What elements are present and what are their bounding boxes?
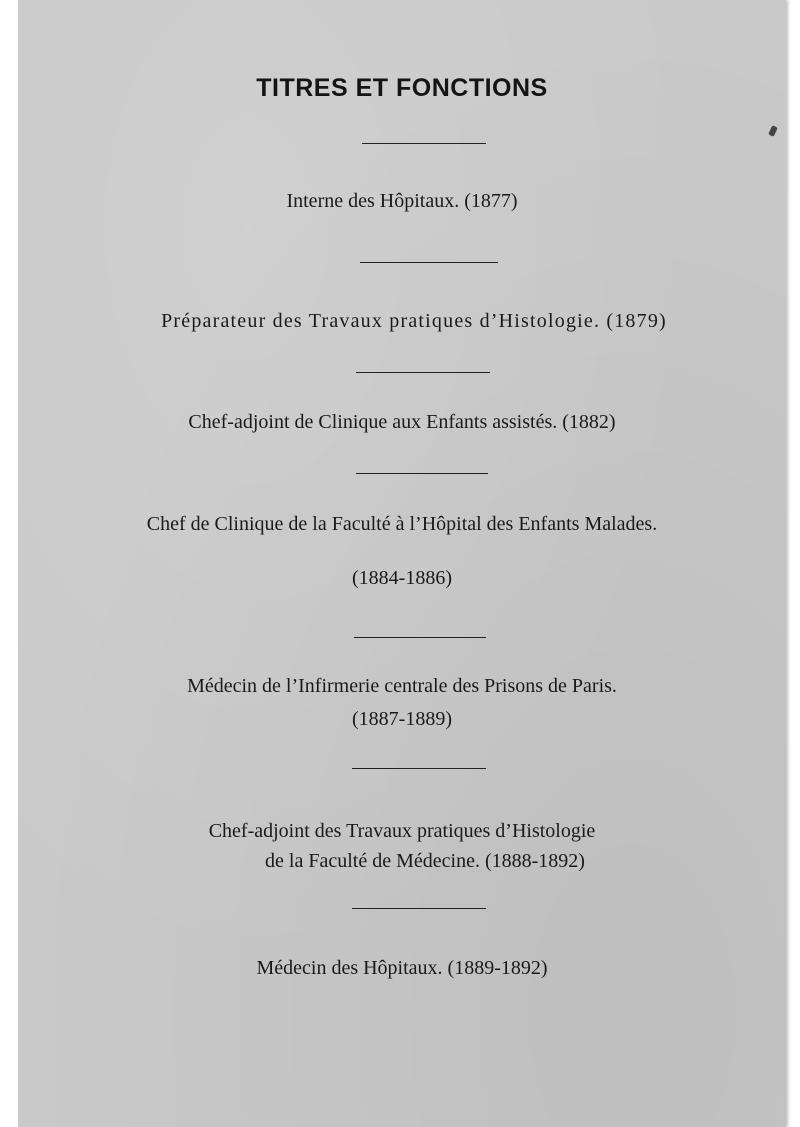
entry-chef-adjoint-travaux-line-2: de la Faculté de Médecine. (1888-1892)	[265, 850, 585, 872]
divider-rule	[360, 262, 498, 263]
divider-rule	[352, 908, 486, 909]
document-page	[18, 0, 786, 1127]
divider-rule	[354, 637, 486, 638]
entry-medecin-hopitaux-line: Médecin des Hôpitaux. (1889-1892)	[256, 957, 548, 979]
entry-chef-clinique-dates: (1884-1886)	[352, 567, 452, 589]
entry-chef-clinique-line: Chef de Clinique de la Faculté à l’Hôpital des Enfants Malades.	[146, 513, 658, 535]
entry-chef-adjoint-clinique-line: Chef-adjoint de Clinique aux Enfants assistés. (1882)	[188, 411, 616, 433]
ink-mark	[768, 125, 778, 137]
divider-rule	[356, 372, 490, 373]
entry-interne-line: Interne des Hôpitaux. (1877)	[286, 190, 518, 212]
entry-preparateur-line: Préparateur des Travaux pratiques d’Histologie. (1879)	[161, 310, 667, 332]
entry-medecin-infirmerie-line: Médecin de l’Infirmerie centrale des Prisons de Paris.	[187, 675, 617, 697]
entry-chef-adjoint-travaux-line: Chef-adjoint des Travaux pratiques d’Histologie	[208, 820, 596, 842]
divider-rule	[352, 768, 486, 769]
divider-rule	[356, 473, 488, 474]
page-title: TITRES ET FONCTIONS	[256, 74, 548, 102]
entry-medecin-infirmerie-dates: (1887-1889)	[352, 708, 452, 730]
divider-rule	[362, 143, 486, 144]
